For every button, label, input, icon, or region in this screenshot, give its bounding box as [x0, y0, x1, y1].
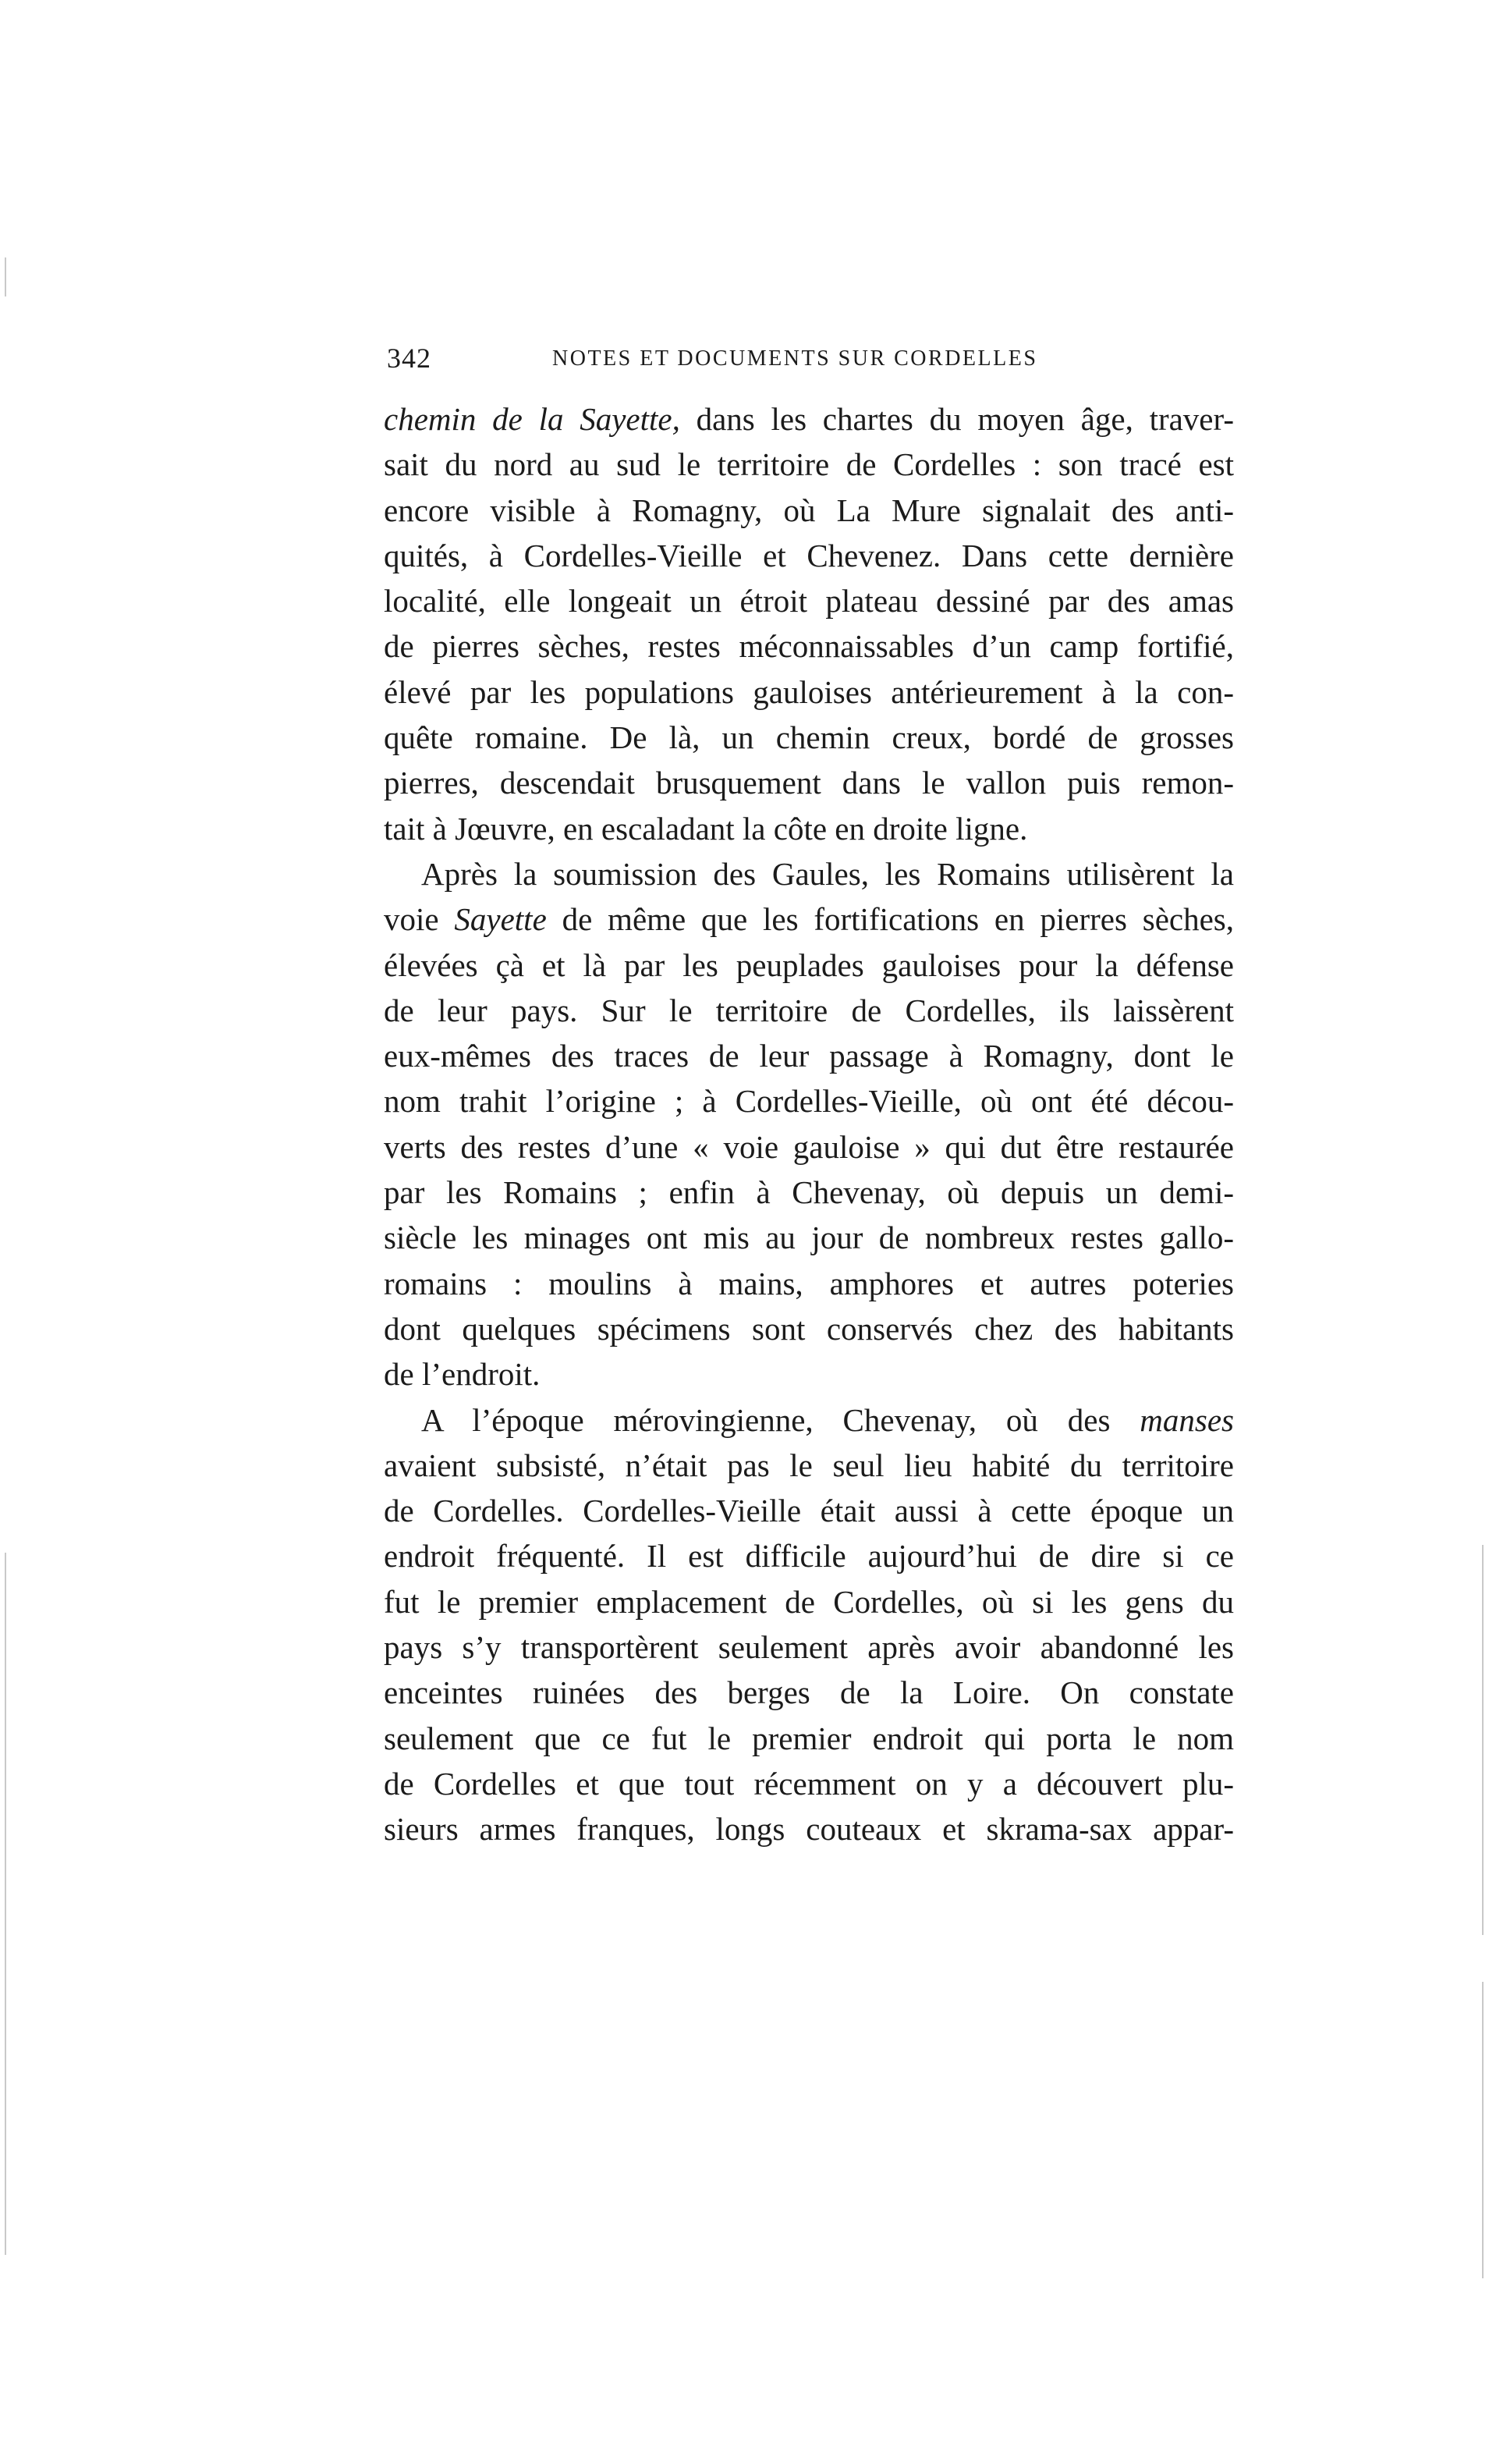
text-line: élevées çà et là par les peuplades gauloises pour la défense — [384, 946, 1234, 983]
text-line: localité, elle longeait un étroit plateau dessiné par des amas — [384, 583, 1234, 620]
text-line: eux-mêmes des traces de leur passage à Romagny, dont le — [384, 1038, 1234, 1074]
text-line: élevé par les populations gauloises antérieurement à la con- — [384, 673, 1234, 710]
text-line: quête romaine. De là, un chemin creux, bordé de grosses — [384, 719, 1234, 756]
italic-phrase: Sayette — [454, 901, 547, 938]
text-line: de leur pays. Sur le territoire de Cordelles, ils laissèrent — [384, 992, 1234, 1028]
text-line: de Cordelles et que tout récemment on y a découvert plu- — [384, 1765, 1234, 1802]
text-line: sieurs armes franques, longs couteaux et skrama-sax appar- — [384, 1811, 1234, 1848]
text-run: A l’époque mérovingienne, Chevenay, où des — [421, 1401, 1140, 1438]
text-line: enceintes ruinées des berges de la Loire. On constate — [384, 1674, 1234, 1711]
text-run: voie — [384, 901, 455, 938]
italic-phrase: chemin de la Sayette, — [384, 401, 680, 437]
right-margin-mark — [1482, 1545, 1484, 1935]
text-line: nom trahit l’origine ; à Cordelles-Vieille, où ont été décou- — [384, 1083, 1234, 1120]
text-line: seulement que ce fut le premier endroit qui porta le nom — [384, 1720, 1234, 1756]
text-line: romains : moulins à mains, amphores et autres poteries — [384, 1265, 1234, 1301]
text-line: pierres, descendait brusquement dans le vallon puis remon- — [384, 765, 1234, 801]
text-line: par les Romains ; enfin à Chevenay, où depuis un demi- — [384, 1174, 1234, 1211]
italic-phrase: manses — [1140, 1401, 1234, 1438]
text-line: de l’endroit. — [384, 1356, 541, 1393]
text-line: quités, à Cordelles-Vieille et Chevenez. Dans cette dernière — [384, 537, 1234, 573]
text-line: pays s’y transportèrent seulement après avoir abandonné les — [384, 1629, 1234, 1666]
left-margin-mark — [5, 1553, 6, 2255]
text-line: de Cordelles. Cordelles-Vieille était aussi à cette époque un — [384, 1493, 1234, 1529]
body-text — [384, 396, 1234, 1852]
page-number: 342 — [387, 343, 431, 374]
text-line: sait du nord au sud le territoire de Cordelles : son tracé est — [384, 446, 1234, 483]
text-line — [384, 396, 1234, 442]
text-line: encore visible à Romagny, où La Mure signalait des anti- — [384, 492, 1234, 528]
text-line: siècle les minages ont mis au jour de nombreux restes gallo- — [384, 1220, 1234, 1256]
text-line — [384, 896, 1234, 942]
text-run: de même que les fortifications en pierres sèches, — [546, 901, 1234, 938]
text-line: de pierres sèches, restes méconnaissables d’un camp fortifié, — [384, 628, 1234, 665]
text-line — [384, 1397, 1234, 1443]
left-margin-mark — [5, 257, 6, 296]
text-line: avaient subsisté, n’était pas le seul lieu habité du territoire — [384, 1447, 1234, 1483]
right-margin-mark — [1482, 1982, 1484, 2278]
text-line: endroit fréquenté. Il est difficile aujourd’hui de dire si ce — [384, 1538, 1234, 1575]
page-header — [381, 342, 1239, 381]
text-line: dont quelques spécimens sont conservés chez des habitants — [384, 1310, 1234, 1347]
text-line: tait à Jœuvre, en escaladant la côte en droite ligne. — [384, 810, 1028, 847]
text-run: dans les chartes du moyen âge, traver- — [679, 401, 1234, 437]
running-title: NOTES ET DOCUMENTS SUR CORDELLES — [552, 346, 1038, 371]
text-line: Après la soumission des Gaules, les Romains utilisèrent la — [421, 855, 1234, 892]
text-line: fut le premier emplacement de Cordelles, où si les gens du — [384, 1583, 1234, 1620]
text-line: verts des restes d’une « voie gauloise » qui dut être restaurée — [384, 1128, 1234, 1165]
